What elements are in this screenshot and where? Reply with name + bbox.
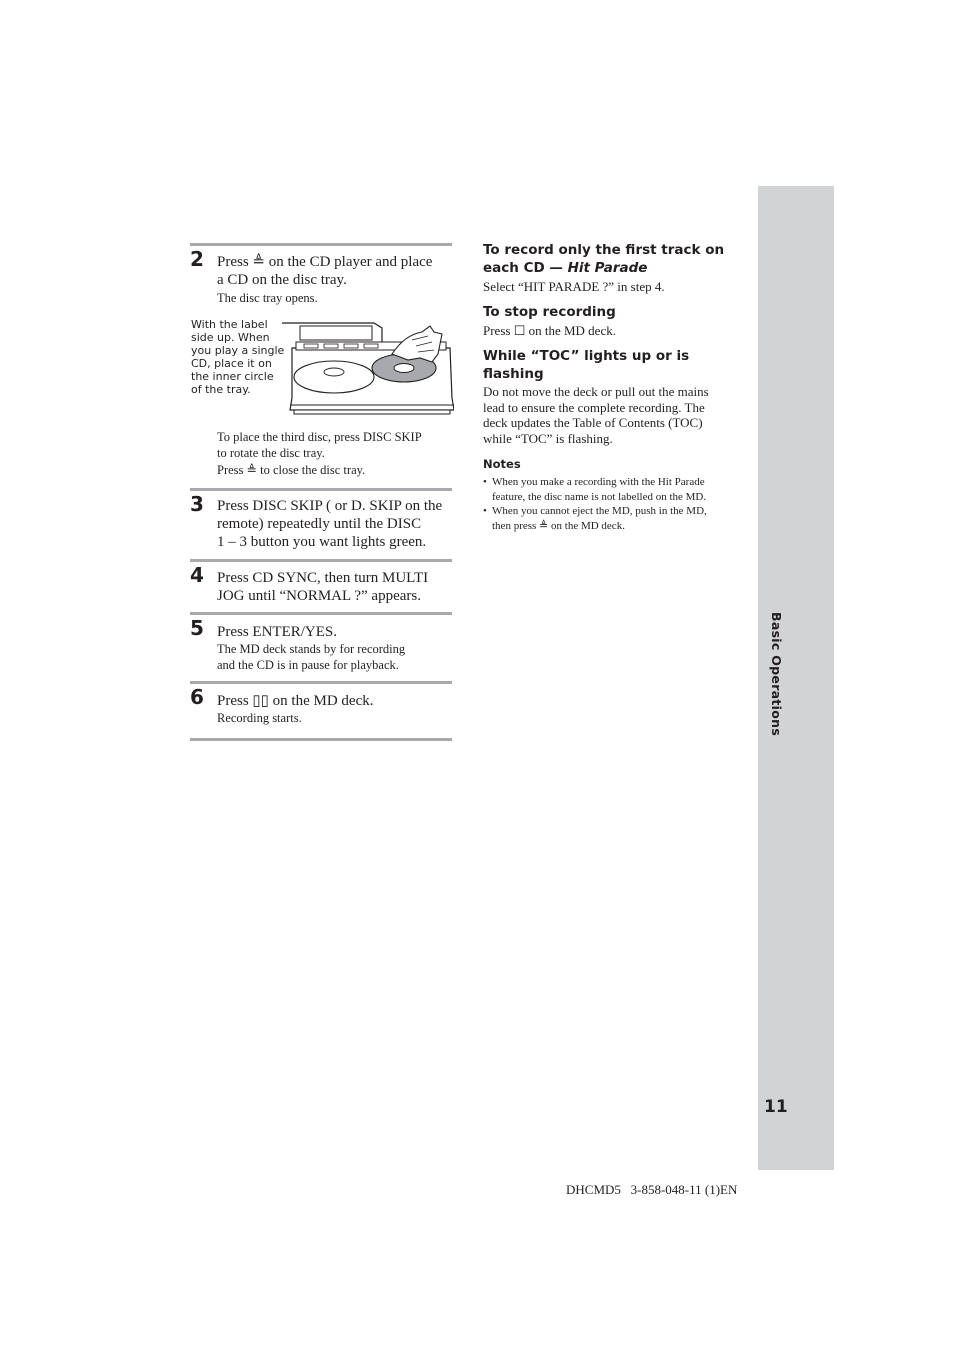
step-divider xyxy=(190,559,452,562)
cd-tray-illustration xyxy=(282,320,454,420)
notes-heading: Notes xyxy=(483,457,521,471)
note-item xyxy=(483,475,742,504)
stop-recording-heading: To stop recording xyxy=(483,304,616,320)
toc-text xyxy=(483,384,738,446)
step-instruction xyxy=(217,497,455,551)
text-line: lead to ensure the complete recording. The xyxy=(483,399,705,415)
toc-heading xyxy=(483,347,738,383)
step-divider xyxy=(190,681,452,684)
text-line: to rotate the disc tray. xyxy=(217,445,325,460)
text-line: When you cannot eject the MD, push in the MD, xyxy=(492,505,707,517)
step-result xyxy=(217,642,455,673)
step-divider xyxy=(190,488,452,491)
step-instruction: Press ▯▯ on the MD deck. xyxy=(217,693,374,709)
hit-parade-heading xyxy=(483,241,738,277)
step-divider xyxy=(190,243,452,246)
step-result: The disc tray opens. xyxy=(217,291,318,305)
text-line: To record only the first track on xyxy=(483,242,725,258)
text-line: each CD — xyxy=(483,260,568,276)
text-line: then press ≜ on the MD deck. xyxy=(492,519,625,532)
text-line: flashing xyxy=(483,366,544,382)
page-number: 11 xyxy=(764,1097,788,1117)
step-divider xyxy=(190,738,452,741)
bullet: • xyxy=(483,505,487,517)
document-code: DHCMD5 3-858-048-11 (1)EN xyxy=(566,1182,738,1197)
text-line: you play a single xyxy=(191,344,285,357)
hit-parade-text: Select “HIT PARADE ?” in step 4. xyxy=(483,279,665,294)
text-line: Press CD SYNC, then turn MULTI xyxy=(217,570,429,586)
text-line: while “TOC” is flashing. xyxy=(483,430,613,446)
text-line: Press DISC SKIP ( or D. SKIP on the xyxy=(217,498,443,514)
step-instruction xyxy=(217,569,455,605)
text-line: To place the third disc, press DISC SKIP xyxy=(217,430,422,444)
step-instruction xyxy=(217,253,455,289)
text-line: Do not move the deck or pull out the mains xyxy=(483,384,709,399)
text-line: the inner circle xyxy=(191,370,274,383)
text-line: deck updates the Table of Contents (TOC) xyxy=(483,415,703,430)
text-line: CD, place it on xyxy=(191,357,272,370)
section-label: Basic Operations xyxy=(769,612,784,737)
text-line: of the tray. xyxy=(191,383,251,396)
text-line: The MD deck stands by for recording xyxy=(217,642,406,656)
stop-recording-text: Press ☐ on the MD deck. xyxy=(483,323,616,338)
bullet: • xyxy=(483,476,487,488)
figure-caption xyxy=(191,318,291,396)
step-number: 2 xyxy=(190,247,204,271)
step-result: Recording starts. xyxy=(217,711,302,725)
text-line: Press ≜ on the CD player and place xyxy=(217,254,433,270)
step-number: 5 xyxy=(190,616,204,640)
step-number: 6 xyxy=(190,685,204,709)
text-line: While “TOC” lights up or is xyxy=(483,348,690,364)
note-item xyxy=(483,504,742,533)
text-line: 1 – 3 button you want lights green. xyxy=(217,534,427,550)
text-line: and the CD is in pause for playback. xyxy=(217,657,399,672)
text-line: When you make a recording with the Hit Parade xyxy=(492,476,705,488)
step-number: 3 xyxy=(190,492,204,516)
step-note xyxy=(217,430,455,461)
text-line: a CD on the disc tray. xyxy=(217,272,347,288)
step-note: Press ≜ to close the disc tray. xyxy=(217,463,366,477)
step-divider xyxy=(190,612,452,615)
hit-parade-emphasis: Hit Parade xyxy=(567,260,648,276)
text-line: feature, the disc name is not labelled on the MD. xyxy=(492,490,707,503)
text-line: remote) repeatedly until the DISC xyxy=(217,516,422,532)
text-line: side up. When xyxy=(191,331,270,344)
step-number: 4 xyxy=(190,563,204,587)
step-instruction: Press ENTER/YES. xyxy=(217,624,337,640)
text-line: JOG until “NORMAL ?” appears. xyxy=(217,588,421,604)
text-line: With the label xyxy=(191,318,268,331)
